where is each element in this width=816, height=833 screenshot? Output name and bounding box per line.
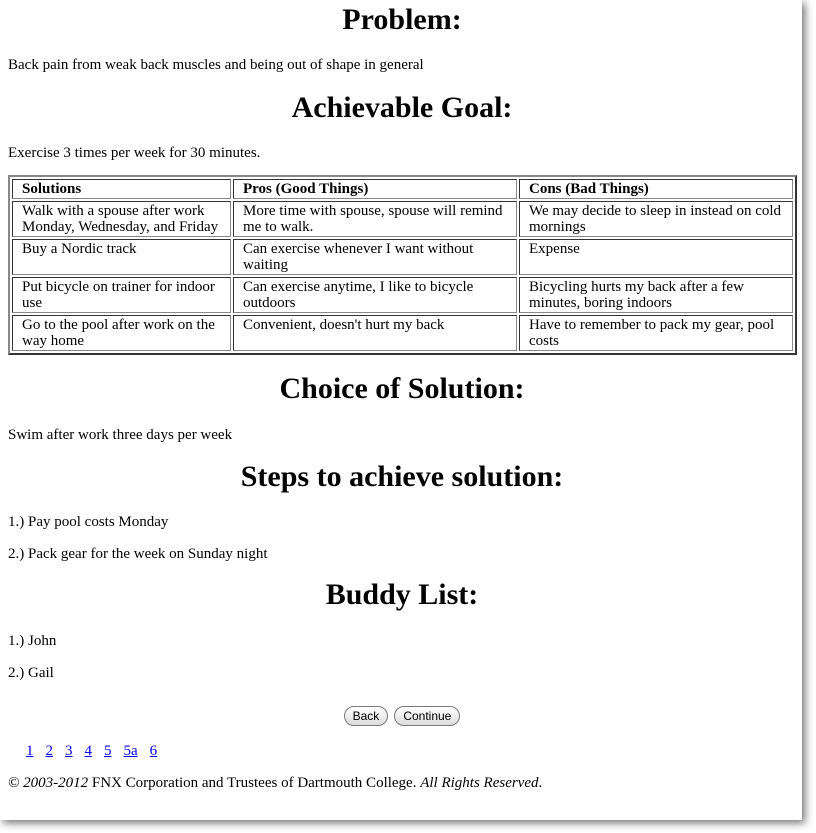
continue-button[interactable]: Continue	[394, 706, 460, 726]
buddy-item: 2.) Gail	[8, 665, 54, 681]
page-link-1[interactable]: 1	[26, 743, 34, 759]
cons-cell: Have to remember to pack my gear, pool costs	[519, 315, 793, 351]
cons-cell: We may decide to sleep in instead on cold mornings	[519, 201, 793, 237]
table-row	[12, 239, 793, 275]
table-header-row	[12, 179, 793, 199]
pros-cell: Convenient, doesn't hurt my back	[233, 315, 517, 351]
cons-cell: Bicycling hurts my back after a few minutes, boring indoors	[519, 277, 793, 313]
pros-cell: Can exercise anytime, I like to bicycle outdoors	[233, 277, 517, 313]
steps-heading: Steps to achieve solution:	[240, 460, 564, 493]
footer-org: FNX Corporation and Trustees of Dartmouth College.	[88, 775, 421, 791]
solution-cell: Walk with a spouse after work Monday, Wednesday, and Friday	[12, 201, 231, 237]
table-row	[12, 277, 793, 313]
problem-heading: Problem:	[342, 3, 462, 36]
footer-end: .	[538, 775, 543, 791]
page-link-4[interactable]: 4	[84, 743, 92, 759]
page-link-2[interactable]: 2	[45, 743, 53, 759]
step-item: 1.) Pay pool costs Monday	[8, 514, 169, 530]
buddy-heading: Buddy List:	[325, 578, 479, 611]
page-link-5[interactable]: 5	[104, 743, 112, 759]
footer-rights: All Rights Reserved	[420, 775, 539, 791]
header-cons: Cons (Bad Things)	[519, 179, 793, 199]
solutions-table	[8, 175, 797, 355]
page-link-6[interactable]: 6	[149, 743, 158, 759]
nav-buttons	[8, 706, 796, 726]
page-navigation	[26, 743, 169, 760]
solution-cell: Buy a Nordic track	[12, 239, 231, 275]
header-pros: Pros (Good Things)	[233, 179, 517, 199]
problem-text: Back pain from weak back muscles and being out of shape in general	[8, 57, 424, 73]
header-solutions: Solutions	[12, 179, 231, 199]
goal-text: Exercise 3 times per week for 30 minutes.	[8, 145, 261, 161]
footer-copyright: © 2003-2012	[8, 775, 89, 791]
table-row	[12, 201, 793, 237]
footer	[8, 774, 542, 792]
cons-cell: Expense	[519, 239, 793, 275]
page-link-5a[interactable]: 5a	[123, 743, 138, 759]
table-row	[12, 315, 793, 351]
step-item: 2.) Pack gear for the week on Sunday night	[8, 546, 268, 562]
solution-cell: Put bicycle on trainer for indoor use	[12, 277, 231, 313]
solution-cell: Go to the pool after work on the way home	[12, 315, 231, 351]
buddy-item: 1.) John	[8, 633, 57, 649]
pros-cell: More time with spouse, spouse will remind me to walk.	[233, 201, 517, 237]
page-link-3[interactable]: 3	[65, 743, 73, 759]
choice-heading: Choice of Solution:	[279, 372, 525, 405]
choice-text: Swim after work three days per week	[8, 427, 233, 443]
back-button[interactable]: Back	[344, 706, 389, 726]
goal-heading: Achievable Goal:	[291, 91, 513, 124]
pros-cell: Can exercise whenever I want without waiting	[233, 239, 517, 275]
